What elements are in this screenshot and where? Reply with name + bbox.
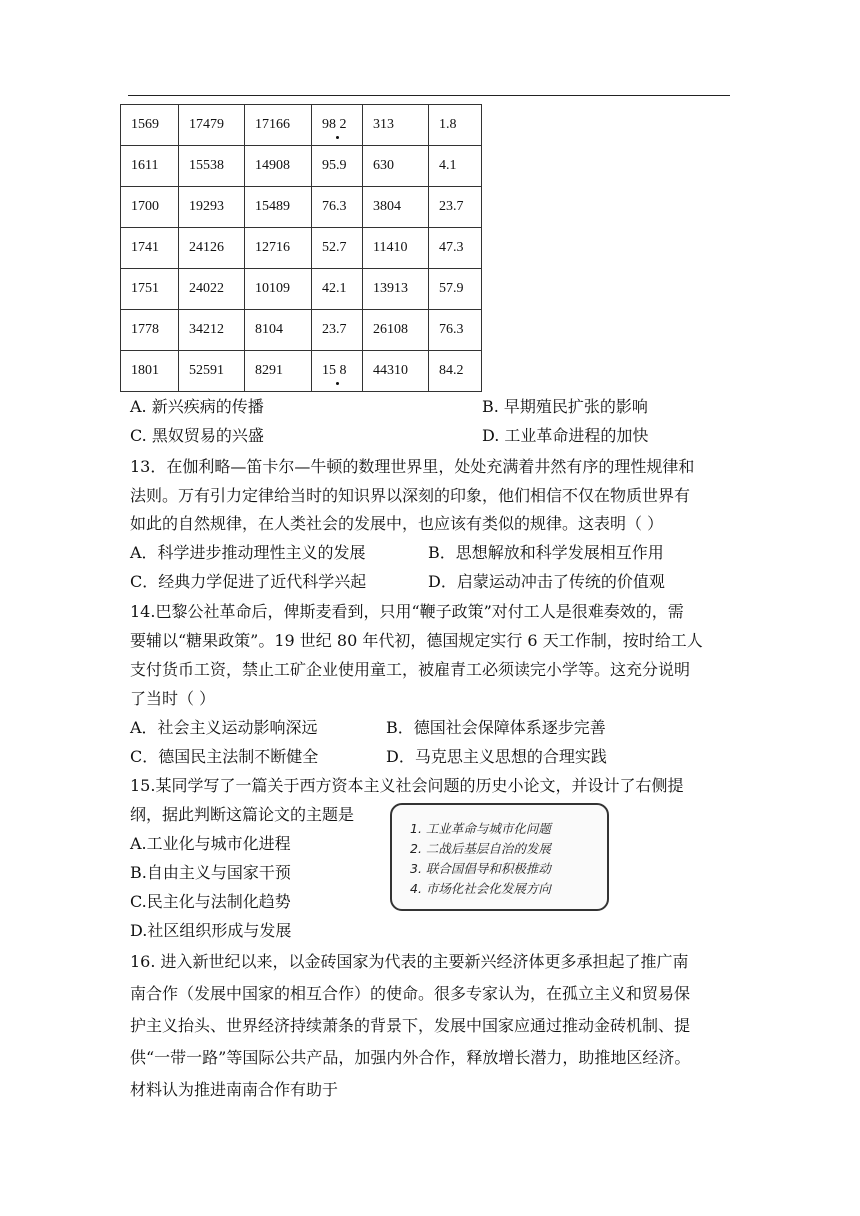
q13-option-c: C．经典力学促进了近代科学兴起 xyxy=(130,572,367,591)
table-cell: 1569 xyxy=(121,105,179,146)
table-cell: 12716 xyxy=(245,228,312,269)
table-cell: 84.2 xyxy=(429,351,482,392)
table-row xyxy=(121,228,482,269)
table-cell: 17166 xyxy=(245,105,312,146)
q16-stem-line-2: 南合作（发展中国家的相互合作）的使命。很多专家认为，在孤立主义和贸易保 xyxy=(130,984,691,1003)
table-cell: 15538 xyxy=(179,146,245,187)
table-row xyxy=(121,187,482,228)
table-cell: 76.3 xyxy=(429,310,482,351)
outline-item-4: 4. 市场化社会化发展方向 xyxy=(410,881,551,896)
table-cell: 44310 xyxy=(363,351,429,392)
outline-item-3: 3. 联合国倡导和积极推动 xyxy=(410,861,551,876)
table-cell: 1700 xyxy=(121,187,179,228)
q16-stem-line-4: 供“一带一路”等国际公共产品，加强内外合作，释放增长潜力，助推地区经济。 xyxy=(130,1048,691,1067)
q13-option-d: D．启蒙运动冲击了传统的价值观 xyxy=(428,572,665,591)
q14-stem-line-2: 要辅以“糖果政策”。19 世纪 80 年代初，德国规定实行 6 天工作制，按时给工人 xyxy=(130,631,703,650)
table-cell: 13913 xyxy=(363,269,429,310)
q15-stem-line-2: 纲，据此判断这篇论文的主题是 xyxy=(130,805,355,824)
table-cell: 19293 xyxy=(179,187,245,228)
table-cell: 23.7 xyxy=(312,310,363,351)
table-cell: 95.9 xyxy=(312,146,363,187)
table-cell: 42.1 xyxy=(312,269,363,310)
q16-stem-line-3: 护主义抬头、世界经济持续萧条的背景下，发展中国家应通过推动金砖机制、提 xyxy=(130,1016,691,1035)
table-cell: 34212 xyxy=(179,310,245,351)
data-table xyxy=(120,104,482,392)
q16-stem-line-1: 16. 进入新世纪以来，以金砖国家为代表的主要新兴经济体更多承担起了推广南 xyxy=(130,952,689,971)
table-cell: 1611 xyxy=(121,146,179,187)
table-cell: 52.7 xyxy=(312,228,363,269)
header-rule xyxy=(128,95,730,96)
outline-item-1: 1. 工业革命与城市化问题 xyxy=(410,821,551,836)
table-cell: 8291 xyxy=(245,351,312,392)
decimal-dot-mark xyxy=(336,382,339,385)
q15-option-a: A.工业化与城市化进程 xyxy=(130,834,291,853)
table-cell: 26108 xyxy=(363,310,429,351)
q15-option-d: D.社区组织形成与发展 xyxy=(130,921,292,940)
essay-outline-box xyxy=(390,803,609,911)
q12-option-b: B. 早期殖民扩张的影响 xyxy=(482,397,648,416)
table-cell: 47.3 xyxy=(429,228,482,269)
table-cell: 76.3 xyxy=(312,187,363,228)
outline-item-2: 2. 二战后基层自治的发展 xyxy=(410,841,551,856)
q15-stem-line-1: 15.某同学写了一篇关于西方资本主义社会问题的历史小论文，并设计了右侧提 xyxy=(130,776,684,795)
table-cell: 24126 xyxy=(179,228,245,269)
table-cell: 1801 xyxy=(121,351,179,392)
table-cell: 630 xyxy=(363,146,429,187)
q14-stem-line-4: 了当时（ ） xyxy=(130,689,216,708)
q14-option-b: B．德国社会保障体系逐步完善 xyxy=(386,718,606,737)
q14-option-c: C．德国民主法制不断健全 xyxy=(130,747,319,766)
q13-option-b: B．思想解放和科学发展相互作用 xyxy=(428,543,664,562)
table-cell: 11410 xyxy=(363,228,429,269)
table-cell: 1741 xyxy=(121,228,179,269)
q13-stem-line-3: 如此的自然规律，在人类社会的发展中，也应该有类似的规律。这表明（ ） xyxy=(130,514,664,533)
table-row xyxy=(121,269,482,310)
table-cell: 313 xyxy=(363,105,429,146)
q12-option-d: D. 工业革命进程的加快 xyxy=(482,426,649,445)
table-cell: 98 2 xyxy=(312,105,363,146)
q13-stem-line-2: 法则。万有引力定律给当时的知识界以深刻的印象，他们相信不仅在物质世界有 xyxy=(130,486,691,505)
table-cell: 24022 xyxy=(179,269,245,310)
table-cell: 14908 xyxy=(245,146,312,187)
table-cell: 23.7 xyxy=(429,187,482,228)
q12-option-c: C. 黑奴贸易的兴盛 xyxy=(130,426,264,445)
table-cell: 57.9 xyxy=(429,269,482,310)
q16-stem-line-5: 材料认为推进南南合作有助于 xyxy=(130,1080,339,1099)
table-cell: 1751 xyxy=(121,269,179,310)
table-cell: 1778 xyxy=(121,310,179,351)
table-cell: 15489 xyxy=(245,187,312,228)
table-cell: 3804 xyxy=(363,187,429,228)
table-cell: 17479 xyxy=(179,105,245,146)
q12-option-a: A. 新兴疾病的传播 xyxy=(130,397,264,416)
q14-option-d: D．马克思主义思想的合理实践 xyxy=(386,747,607,766)
q13-stem-line-1: 13．在伽利略—笛卡尔—牛顿的数理世界里，处处充满着井然有序的理性规律和 xyxy=(130,457,695,476)
table-cell: 1.8 xyxy=(429,105,482,146)
table-cell: 4.1 xyxy=(429,146,482,187)
table-row xyxy=(121,310,482,351)
table-cell: 52591 xyxy=(179,351,245,392)
table-row xyxy=(121,146,482,187)
q14-stem-line-3: 支付货币工资，禁止工矿企业使用童工，被雇青工必须读完小学等。这充分说明 xyxy=(130,660,691,679)
q13-option-a: A．科学进步推动理性主义的发展 xyxy=(130,543,366,562)
q15-option-c: C.民主化与法制化趋势 xyxy=(130,892,291,911)
table-cell: 10109 xyxy=(245,269,312,310)
table-row xyxy=(121,351,482,392)
q15-option-b: B.自由主义与国家干预 xyxy=(130,863,291,882)
table-row xyxy=(121,105,482,146)
q14-option-a: A．社会主义运动影响深远 xyxy=(130,718,318,737)
table-cell: 15 8 xyxy=(312,351,363,392)
table-cell: 8104 xyxy=(245,310,312,351)
q14-stem-line-1: 14.巴黎公社革命后，俾斯麦看到，只用“鞭子政策”对付工人是很难奏效的，需 xyxy=(130,602,684,621)
decimal-dot-mark xyxy=(336,136,339,139)
